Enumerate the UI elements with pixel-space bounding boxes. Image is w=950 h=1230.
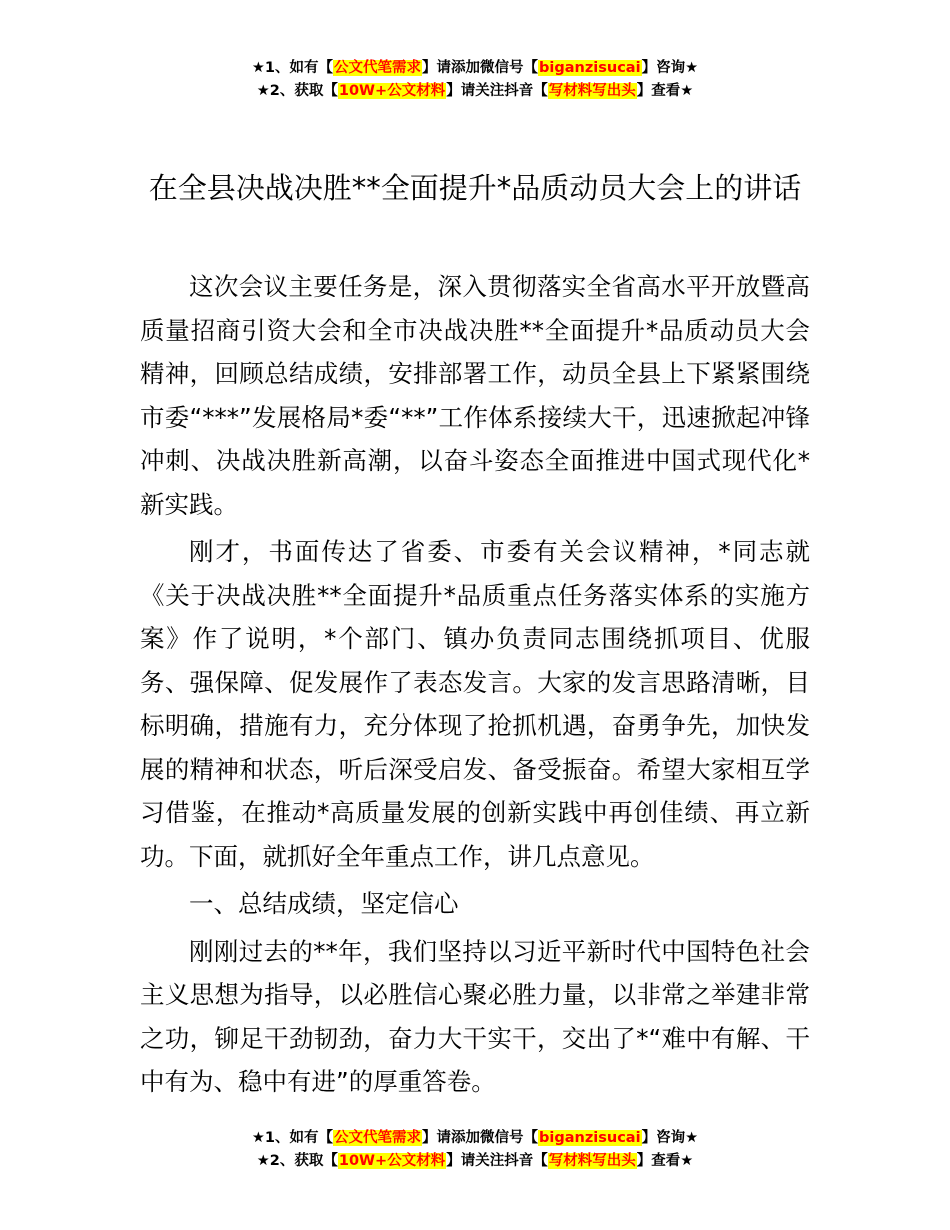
- document-body: [140, 265, 810, 1108]
- banner-highlight-wechat-id: biganzisucai: [539, 60, 641, 76]
- banner-line-2: ★2、获取【10W+公文材料】请关注抖音【写材料写出头】查看★: [256, 83, 694, 99]
- header-banner: [0, 57, 950, 103]
- banner-line-2: ★2、获取【10W+公文材料】请关注抖音【写材料写出头】查看★: [256, 1153, 694, 1169]
- section-heading: 一、总结成绩，坚定信心: [189, 889, 459, 918]
- footer-banner: [0, 1127, 950, 1173]
- banner-highlight-service: 公文代笔需求: [334, 60, 422, 76]
- document-title: 在全县决战决胜**全面提升*品质动员大会上的讲话: [148, 171, 802, 205]
- banner-highlight-douyin: 写材料写出头: [548, 1153, 636, 1169]
- banner-highlight-douyin: 写材料写出头: [548, 83, 636, 99]
- paragraph-intro: 这次会议主要任务是，深入贯彻落实全省高水平开放暨高质量招商引资大会和全市决战决胜**全面提升*品质动员大会精神，回顾总结成绩，安排部署工作，动员全县上下紧紧围绕市委“***”发展格局*委“**”工作体系接续大干，迅速掀起冲锋冲刺、决战决胜新高潮，以奋斗姿态全面推进中国式现代化*新实践。: [140, 272, 810, 519]
- banner-highlight-materials: 10W+公文材料: [338, 83, 446, 99]
- paragraph-review: 刚才，书面传达了省委、市委有关会议精神，*同志就《关于决战决胜**全面提升*品质重点任务落实体系的实施方案》作了说明，*个部门、镇办负责同志围绕抓项目、优服务、强保障、促发展作了表态发言。大家的发言思路清晰，目标明确，措施有力，充分体现了抢抓机遇，奋勇争先，加快发展的精神和状态，听后深受启发、备受振奋。希望大家相互学习借鉴，在推动*高质量发展的创新实践中再创佳绩、再立新功。下面，就抓好全年重点工作，讲几点意见。: [140, 537, 810, 871]
- paragraph-section-1: 刚刚过去的**年，我们坚持以习近平新时代中国特色社会主义思想为指导，以必胜信心聚必胜力量，以非常之举建非常之功，铆足干劲韧劲，奋力大干实干，交出了*“难中有解、干中有为、稳中有进”的厚重答卷。: [140, 936, 810, 1096]
- banner-highlight-materials: 10W+公文材料: [338, 1153, 446, 1169]
- banner-highlight-wechat-id: biganzisucai: [539, 1130, 641, 1146]
- banner-line-1: ★1、如有【公文代笔需求】请添加微信号【biganzisucai】咨询★: [251, 60, 699, 76]
- banner-line-1: ★1、如有【公文代笔需求】请添加微信号【biganzisucai】咨询★: [251, 1130, 699, 1146]
- banner-highlight-service: 公文代笔需求: [334, 1130, 422, 1146]
